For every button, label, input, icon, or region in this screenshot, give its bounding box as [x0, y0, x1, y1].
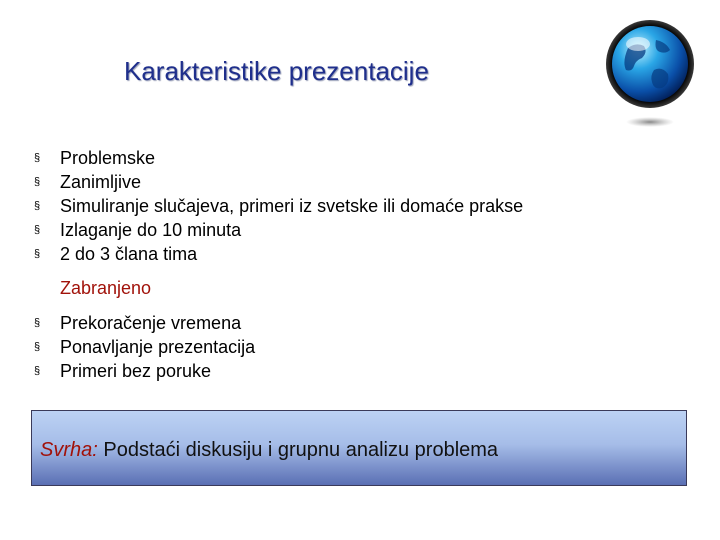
- characteristic-text: Simuliranje slučajeva, primeri iz svetske ili domaće prakse: [60, 196, 524, 216]
- bullet-icon: §: [34, 248, 41, 260]
- purpose-label: Svrha:: [40, 439, 98, 461]
- characteristic-text: Izlaganje do 10 minuta: [60, 220, 242, 240]
- bullet-icon: §: [34, 365, 41, 377]
- characteristic-text: 2 do 3 člana tima: [60, 244, 198, 264]
- characteristic-text: Zanimljive: [60, 172, 142, 192]
- forbidden-heading: Zabranjeno: [60, 278, 152, 298]
- globe-icon: [604, 18, 694, 130]
- bullet-icon: §: [34, 224, 41, 236]
- bullet-icon: §: [34, 317, 41, 329]
- bullet-icon: §: [34, 152, 41, 164]
- bullet-icon: §: [34, 341, 41, 353]
- characteristic-text: Problemske: [60, 148, 156, 168]
- forbidden-text: Ponavljanje prezentacija: [60, 337, 256, 357]
- bullet-icon: §: [34, 200, 41, 212]
- slide-title: Karakteristike prezentacije: [124, 56, 429, 86]
- forbidden-text: Prekoračenje vremena: [60, 313, 242, 333]
- purpose-text: Podstaći diskusiju i grupnu analizu problema: [103, 439, 499, 461]
- purpose-box: [31, 410, 687, 486]
- bullet-icon: §: [34, 176, 41, 188]
- forbidden-text: Primeri bez poruke: [60, 361, 212, 381]
- purpose-statement: [40, 439, 498, 462]
